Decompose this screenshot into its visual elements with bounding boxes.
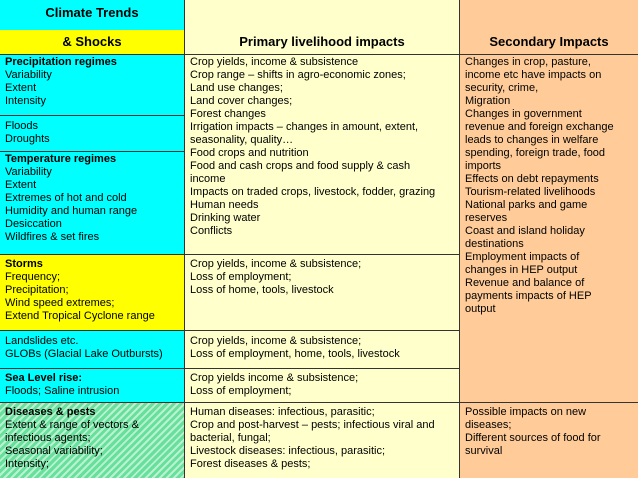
row-line: Extremes of hot and cold <box>5 192 127 204</box>
header-climate-trends-bottom <box>0 30 184 54</box>
primary-cell-sea-level <box>184 368 459 402</box>
row-diseases <box>0 402 184 478</box>
primary-line: Irrigation impacts – changes in amount, extent, <box>190 121 419 133</box>
secondary-line: Revenue and balance of <box>465 277 585 289</box>
primary-line: Food and cash crops and food supply & cash <box>190 160 411 172</box>
secondary-line: Possible impacts on new <box>465 406 587 418</box>
secondary-line: reserves <box>465 212 508 224</box>
primary-line: seasonality, quality… <box>190 134 294 146</box>
primary-line: Food crops and nutrition <box>190 147 309 159</box>
primary-cell-storms <box>184 254 459 330</box>
secondary-line: Coast and island holiday <box>465 225 585 237</box>
row-line: infectious agents; <box>5 432 91 444</box>
header-col3-label: Secondary Impacts <box>489 34 609 49</box>
row-title: Storms <box>5 258 43 270</box>
secondary-line: leads to changes in welfare <box>465 134 599 146</box>
primary-line: Loss of employment; <box>190 271 292 283</box>
primary-line: Drinking water <box>190 212 261 224</box>
header-col1-line2: & Shocks <box>62 34 122 49</box>
primary-line: Crop yields, income & subsistence; <box>190 258 362 270</box>
row-temperature <box>0 151 184 254</box>
row-sea-level <box>0 368 184 402</box>
secondary-line: changes in HEP output <box>465 264 578 276</box>
primary-line: Crop yields, income & subsistence <box>190 56 359 68</box>
row-floods-droughts <box>0 115 184 151</box>
row-line: Wind speed extremes; <box>5 297 115 309</box>
primary-line: Impacts on traded crops, livestock, fodder, grazing <box>190 186 436 198</box>
primary-cell-diseases <box>184 402 459 478</box>
row-line: Variability <box>5 69 52 81</box>
primary-line: Land use changes; <box>190 82 283 94</box>
primary-line: bacterial, fungal; <box>190 432 271 444</box>
secondary-line: Effects on debt repayments <box>465 173 599 185</box>
row-line: Humidity and human range <box>5 205 138 217</box>
primary-line: income <box>190 173 226 185</box>
secondary-cell-diseases <box>459 402 638 478</box>
secondary-line: Migration <box>465 95 511 107</box>
secondary-line: income etc have impacts on <box>465 69 602 81</box>
header-climate-trends-top <box>0 0 184 30</box>
row-precipitation <box>0 54 184 115</box>
primary-line: Crop yields income & subsistence; <box>190 372 359 384</box>
primary-line: Loss of employment, home, tools, livestock <box>190 348 400 360</box>
secondary-line: imports <box>465 160 502 172</box>
row-line: Floods; Saline intrusion <box>5 385 120 397</box>
row-line: Wildfires & set fires <box>5 231 100 243</box>
primary-line: Human needs <box>190 199 259 211</box>
row-title: Diseases & pests <box>5 406 96 418</box>
secondary-line: spending, foreign trade, food <box>465 147 606 159</box>
secondary-line: Changes in government <box>465 108 582 120</box>
row-line: Frequency; <box>5 271 61 283</box>
primary-line: Conflicts <box>190 225 233 237</box>
primary-line: Crop yields, income & subsistence; <box>190 335 362 347</box>
header-col2-label: Primary livelihood impacts <box>239 34 405 49</box>
row-line: Extent & range of vectors & <box>5 419 139 431</box>
secondary-line: Tourism-related livelihoods <box>465 186 596 198</box>
row-line: Variability <box>5 166 52 178</box>
row-line: Seasonal variability; <box>5 445 103 457</box>
secondary-line: National parks and game <box>465 199 588 211</box>
secondary-line: output <box>465 303 496 315</box>
row-landslides <box>0 330 184 368</box>
row-line: Intensity <box>5 95 46 107</box>
secondary-line: payments impacts of HEP <box>465 290 592 302</box>
row-line: Landslides etc. <box>5 335 79 347</box>
row-title: Temperature regimes <box>5 153 117 165</box>
header-primary <box>184 0 459 54</box>
row-line: Extent <box>5 179 37 191</box>
secondary-line: revenue and foreign exchange <box>465 121 614 133</box>
secondary-line: destinations <box>465 238 524 250</box>
row-line: Desiccation <box>5 218 62 230</box>
secondary-line: security, crime, <box>465 82 539 94</box>
primary-line: Loss of employment; <box>190 385 292 397</box>
secondary-line: survival <box>465 445 503 457</box>
primary-line: Forest diseases & pests; <box>190 458 311 470</box>
row-line: GLOBs (Glacial Lake Outbursts) <box>5 348 163 360</box>
secondary-line: Changes in crop, pasture, <box>465 56 591 68</box>
primary-line: Forest changes <box>190 108 266 120</box>
primary-line: Crop and post-harvest – pests; infectious viral and <box>190 419 435 431</box>
row-line: Floods <box>5 120 39 132</box>
row-line: Droughts <box>5 133 50 145</box>
row-line: Precipitation; <box>5 284 69 296</box>
primary-line: Crop range – shifts in agro-economic zones; <box>190 69 406 81</box>
row-line: Extend Tropical Cyclone range <box>5 310 155 322</box>
row-title: Sea Level rise: <box>5 372 83 384</box>
primary-line: Human diseases: infectious, parasitic; <box>190 406 375 418</box>
row-title: Precipitation regimes <box>5 56 117 68</box>
header-col1-line1: Climate Trends <box>45 5 139 20</box>
primary-line: Loss of home, tools, livestock <box>190 284 334 296</box>
row-line: Extent <box>5 82 37 94</box>
secondary-cell-main <box>459 54 638 402</box>
secondary-line: Different sources of food for <box>465 432 601 444</box>
primary-cell-landslides <box>184 330 459 368</box>
row-line: Intensity; <box>5 458 50 470</box>
secondary-line: diseases; <box>465 419 512 431</box>
header-secondary <box>459 0 638 54</box>
primary-line: Land cover changes; <box>190 95 293 107</box>
row-storms <box>0 254 184 330</box>
primary-line: Livestock diseases: infectious, parasitic; <box>190 445 386 457</box>
primary-cell-climate <box>184 54 459 254</box>
secondary-line: Employment impacts of <box>465 251 580 263</box>
